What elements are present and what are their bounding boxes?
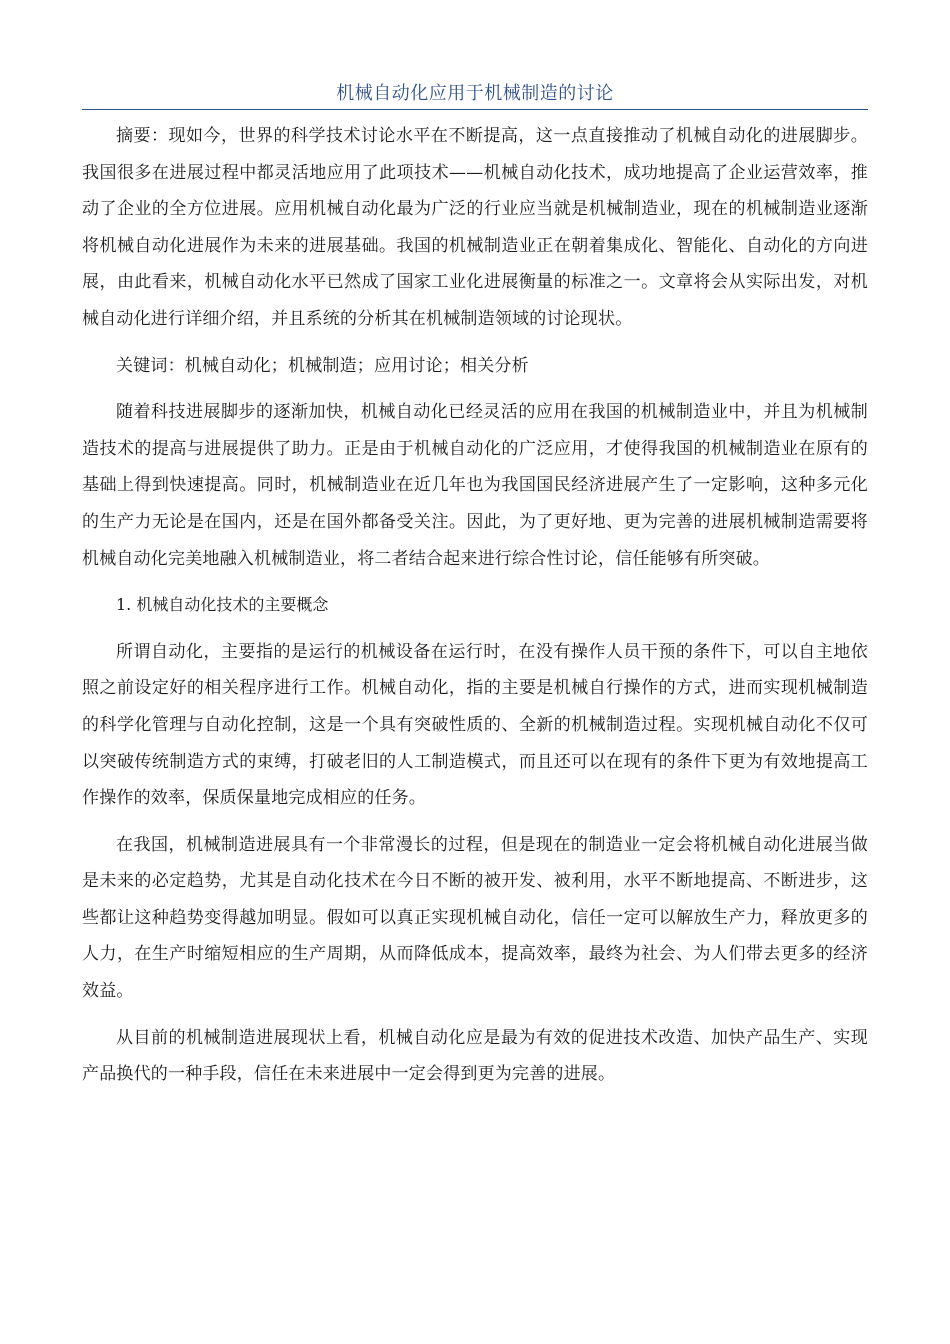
section-heading: 1. 机械自动化技术的主要概念 <box>116 595 329 615</box>
section-paragraph: 在我国，机械制造进展具有一个非常漫长的过程，但是现在的制造业一定会将机械自动化进展当做是未来的必定趋势，尤其是自动化技术在今日不断的被开发、被利用，水平不断地提高、不断进步，这些都让这种趋势变得越加明显。假如可以真正实现机械自动化，信任一定可以解放生产力，释放更多的人力，在生产时缩短相应的生产周期，从而降低成本，提高效率，最终为社会、为人们带去更多的经济效益。 <box>82 834 868 1002</box>
abstract-paragraph: 摘要：现如今，世界的科学技术讨论水平在不断提高，这一点直接推动了机械自动化的进展脚步。我国很多在进展过程中都灵活地应用了此项技术——机械自动化技术，成功地提高了企业运营效率，推动了企业的全方位进展。应用机械自动化最为广泛的行业应当就是机械制造业，现在的机械制造业逐渐将机械自动化进展作为未来的进展基础。我国的机械制造业正在朝着集成化、智能化、自动化的方向进展，由此看来，机械自动化水平已然成了国家工业化进展衡量的标准之一。文章将会从实际出发，对机械自动化进行详细介绍，并且系统的分析其在机械制造领域的讨论现状。 <box>82 126 868 329</box>
intro-paragraph: 随着科技进展脚步的逐渐加快，机械自动化已经灵活的应用在我国的机械制造业中，并且为机械制造技术的提高与进展提供了助力。正是由于机械自动化的广泛应用，才使得我国的机械制造业在原有的基础上得到快速提高。同时，机械制造业在近几年也为我国国民经济进展产生了一定影响，这种多元化的生产力无论是在国内，还是在国外都备受关注。因此，为了更好地、更为完善的进展机械制造需要将机械自动化完美地融入机械制造业，将二者结合起来进行综合性讨论，信任能够有所突破。 <box>82 402 868 569</box>
document-body <box>82 118 868 1093</box>
page-header <box>82 80 868 110</box>
document-title: 机械自动化应用于机械制造的讨论 <box>336 83 614 104</box>
section-paragraph: 从目前的机械制造进展现状上看，机械自动化应是最为有效的促进技术改造、加快产品生产、实现产品换代的一种手段，信任在未来进展中一定会得到更为完善的进展。 <box>82 1027 868 1085</box>
keywords-paragraph: 关键词：机械自动化；机械制造；应用讨论；相关分析 <box>116 355 529 376</box>
section-paragraph: 所谓自动化，主要指的是运行的机械设备在运行时，在没有操作人员干预的条件下，可以自主地依照之前设定好的相关程序进行工作。机械自动化，指的主要是机械自行操作的方式，进而实现机械制造的科学化管理与自动化控制，这是一个具有突破性质的、全新的机械制造过程。实现机械自动化不仅可以突破传统制造方式的束缚，打破老旧的人工制造模式，而且还可以在现有的条件下更为有效地提高工作操作的效率，保质保量地完成相应的任务。 <box>82 641 868 809</box>
